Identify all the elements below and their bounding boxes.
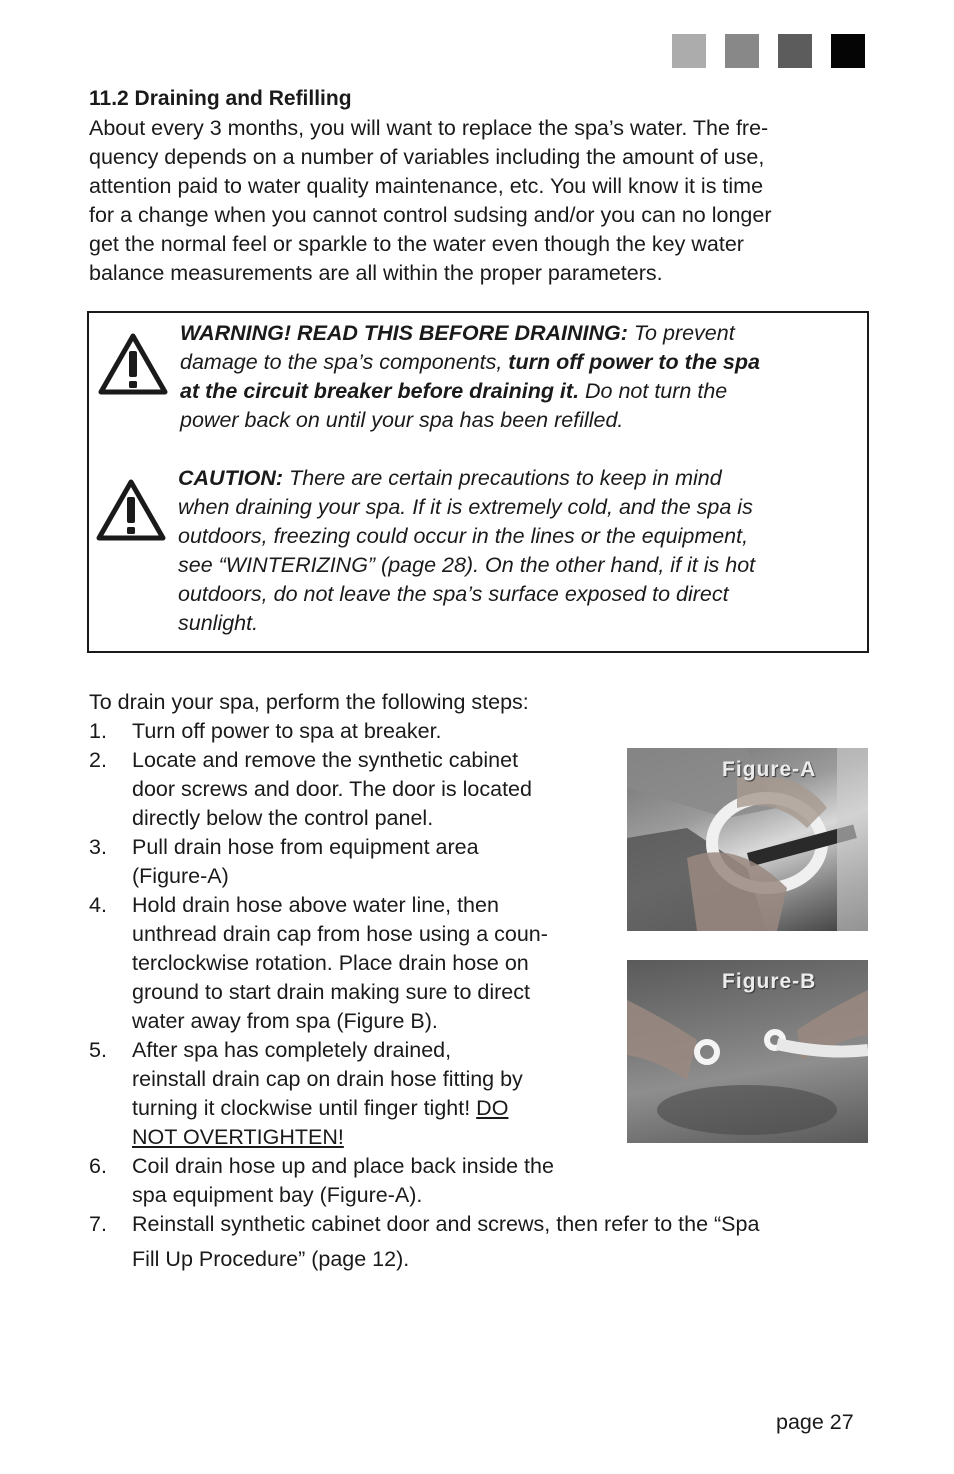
step-text: water away from spa (Figure B). xyxy=(132,1009,438,1033)
step-text: spa equipment bay (Figure-A). xyxy=(132,1183,423,1207)
caution-label: CAUTION: xyxy=(178,466,284,490)
step-text: terclockwise rotation. Place drain hose on xyxy=(132,951,529,975)
page-number: page 27 xyxy=(776,1410,854,1434)
intro-line: About every 3 months, you will want to replace the spa’s water. The fre- xyxy=(89,116,769,140)
warning-text-part: damage to the spa’s components, xyxy=(180,350,509,374)
intro-line: for a change when you cannot control sudsing and/or you can no longer xyxy=(89,203,772,227)
black-square xyxy=(831,34,865,68)
step-text: ground to start drain making sure to direct xyxy=(132,980,530,1004)
warning-emphasis: turn off power to the spa xyxy=(508,350,760,374)
gray-square-medium xyxy=(725,34,759,68)
figure-a-photo xyxy=(627,748,868,931)
list-item xyxy=(89,1152,759,1210)
intro-line: attention paid to water quality maintenance, etc. You will know it is time xyxy=(89,174,764,198)
figure-b-caption: Figure-B xyxy=(722,970,817,993)
caution-text-part: when draining your spa. If it is extremely cold, and the spa is xyxy=(178,495,753,519)
intro-line: balance measurements are all within the proper parameters. xyxy=(89,261,663,285)
warning-box xyxy=(87,311,869,653)
overtighten-warning: DO xyxy=(476,1096,509,1120)
step-text: Pull drain hose from equipment area xyxy=(132,835,479,859)
gray-square-light xyxy=(672,34,706,68)
step-text: directly below the control panel. xyxy=(132,806,434,830)
caution-text-part: see “WINTERIZING” (page 28). On the other hand, if it is hot xyxy=(178,553,756,577)
warning-text xyxy=(180,319,760,435)
step-text: Hold drain hose above water line, then xyxy=(132,893,499,917)
list-item xyxy=(89,1210,759,1274)
caution-text-part: sunlight. xyxy=(178,611,259,635)
warning-text-part: To prevent xyxy=(627,321,735,345)
step-number: 6. xyxy=(89,1154,107,1178)
step-text: door screws and door. The door is located xyxy=(132,777,532,801)
warning-triangle-icon xyxy=(95,477,167,548)
step-text: turning it clockwise until finger tight! xyxy=(132,1096,477,1120)
figure-b-photo xyxy=(627,960,868,1143)
warning-text-part: Do not turn the xyxy=(579,379,728,403)
intro-line: get the normal feel or sparkle to the water even though the key water xyxy=(89,232,744,256)
step-number: 5. xyxy=(89,1038,107,1062)
warning-emphasis: at the circuit breaker before draining it. xyxy=(180,379,580,403)
figure-a-caption: Figure-A xyxy=(722,758,817,781)
caution-text xyxy=(178,464,755,638)
warning-triangle-icon xyxy=(97,331,169,402)
step-text: reinstall drain cap on drain hose fitting by xyxy=(132,1067,523,1091)
step-number: 7. xyxy=(89,1212,107,1236)
step-text: unthread drain cap from hose using a coun- xyxy=(132,922,548,946)
caution-text-part: There are certain precautions to keep in mind xyxy=(283,466,722,490)
step-text: Fill Up Procedure” (page 12). xyxy=(132,1247,410,1271)
list-item xyxy=(89,717,759,746)
step-text: Locate and remove the synthetic cabinet xyxy=(132,748,519,772)
warning-label: WARNING! READ THIS BEFORE DRAINING: xyxy=(180,321,628,345)
step-text: After spa has completely drained, xyxy=(132,1038,452,1062)
section-heading: 11.2 Draining and Refilling xyxy=(89,87,352,110)
steps-intro: To drain your spa, perform the following steps: xyxy=(89,690,529,714)
step-text: Coil drain hose up and place back inside the xyxy=(132,1154,554,1178)
warning-text-part: power back on until your spa has been refilled. xyxy=(180,408,624,432)
intro-line: quency depends on a number of variables including the amount of use, xyxy=(89,145,765,169)
intro-paragraph xyxy=(89,114,869,288)
caution-text-part: outdoors, do not leave the spa’s surface exposed to direct xyxy=(178,582,729,606)
step-text: Reinstall synthetic cabinet door and screws, then refer to the “Spa xyxy=(132,1212,760,1236)
step-number: 3. xyxy=(89,835,107,859)
overtighten-warning: NOT OVERTIGHTEN! xyxy=(132,1125,344,1149)
step-text: (Figure-A) xyxy=(132,864,229,888)
step-text: Turn off power to spa at breaker. xyxy=(132,719,442,743)
gray-square-dark xyxy=(778,34,812,68)
step-number: 1. xyxy=(89,719,107,743)
step-number: 4. xyxy=(89,893,107,917)
step-number: 2. xyxy=(89,748,107,772)
caution-text-part: outdoors, freezing could occur in the lines or the equipment, xyxy=(178,524,749,548)
